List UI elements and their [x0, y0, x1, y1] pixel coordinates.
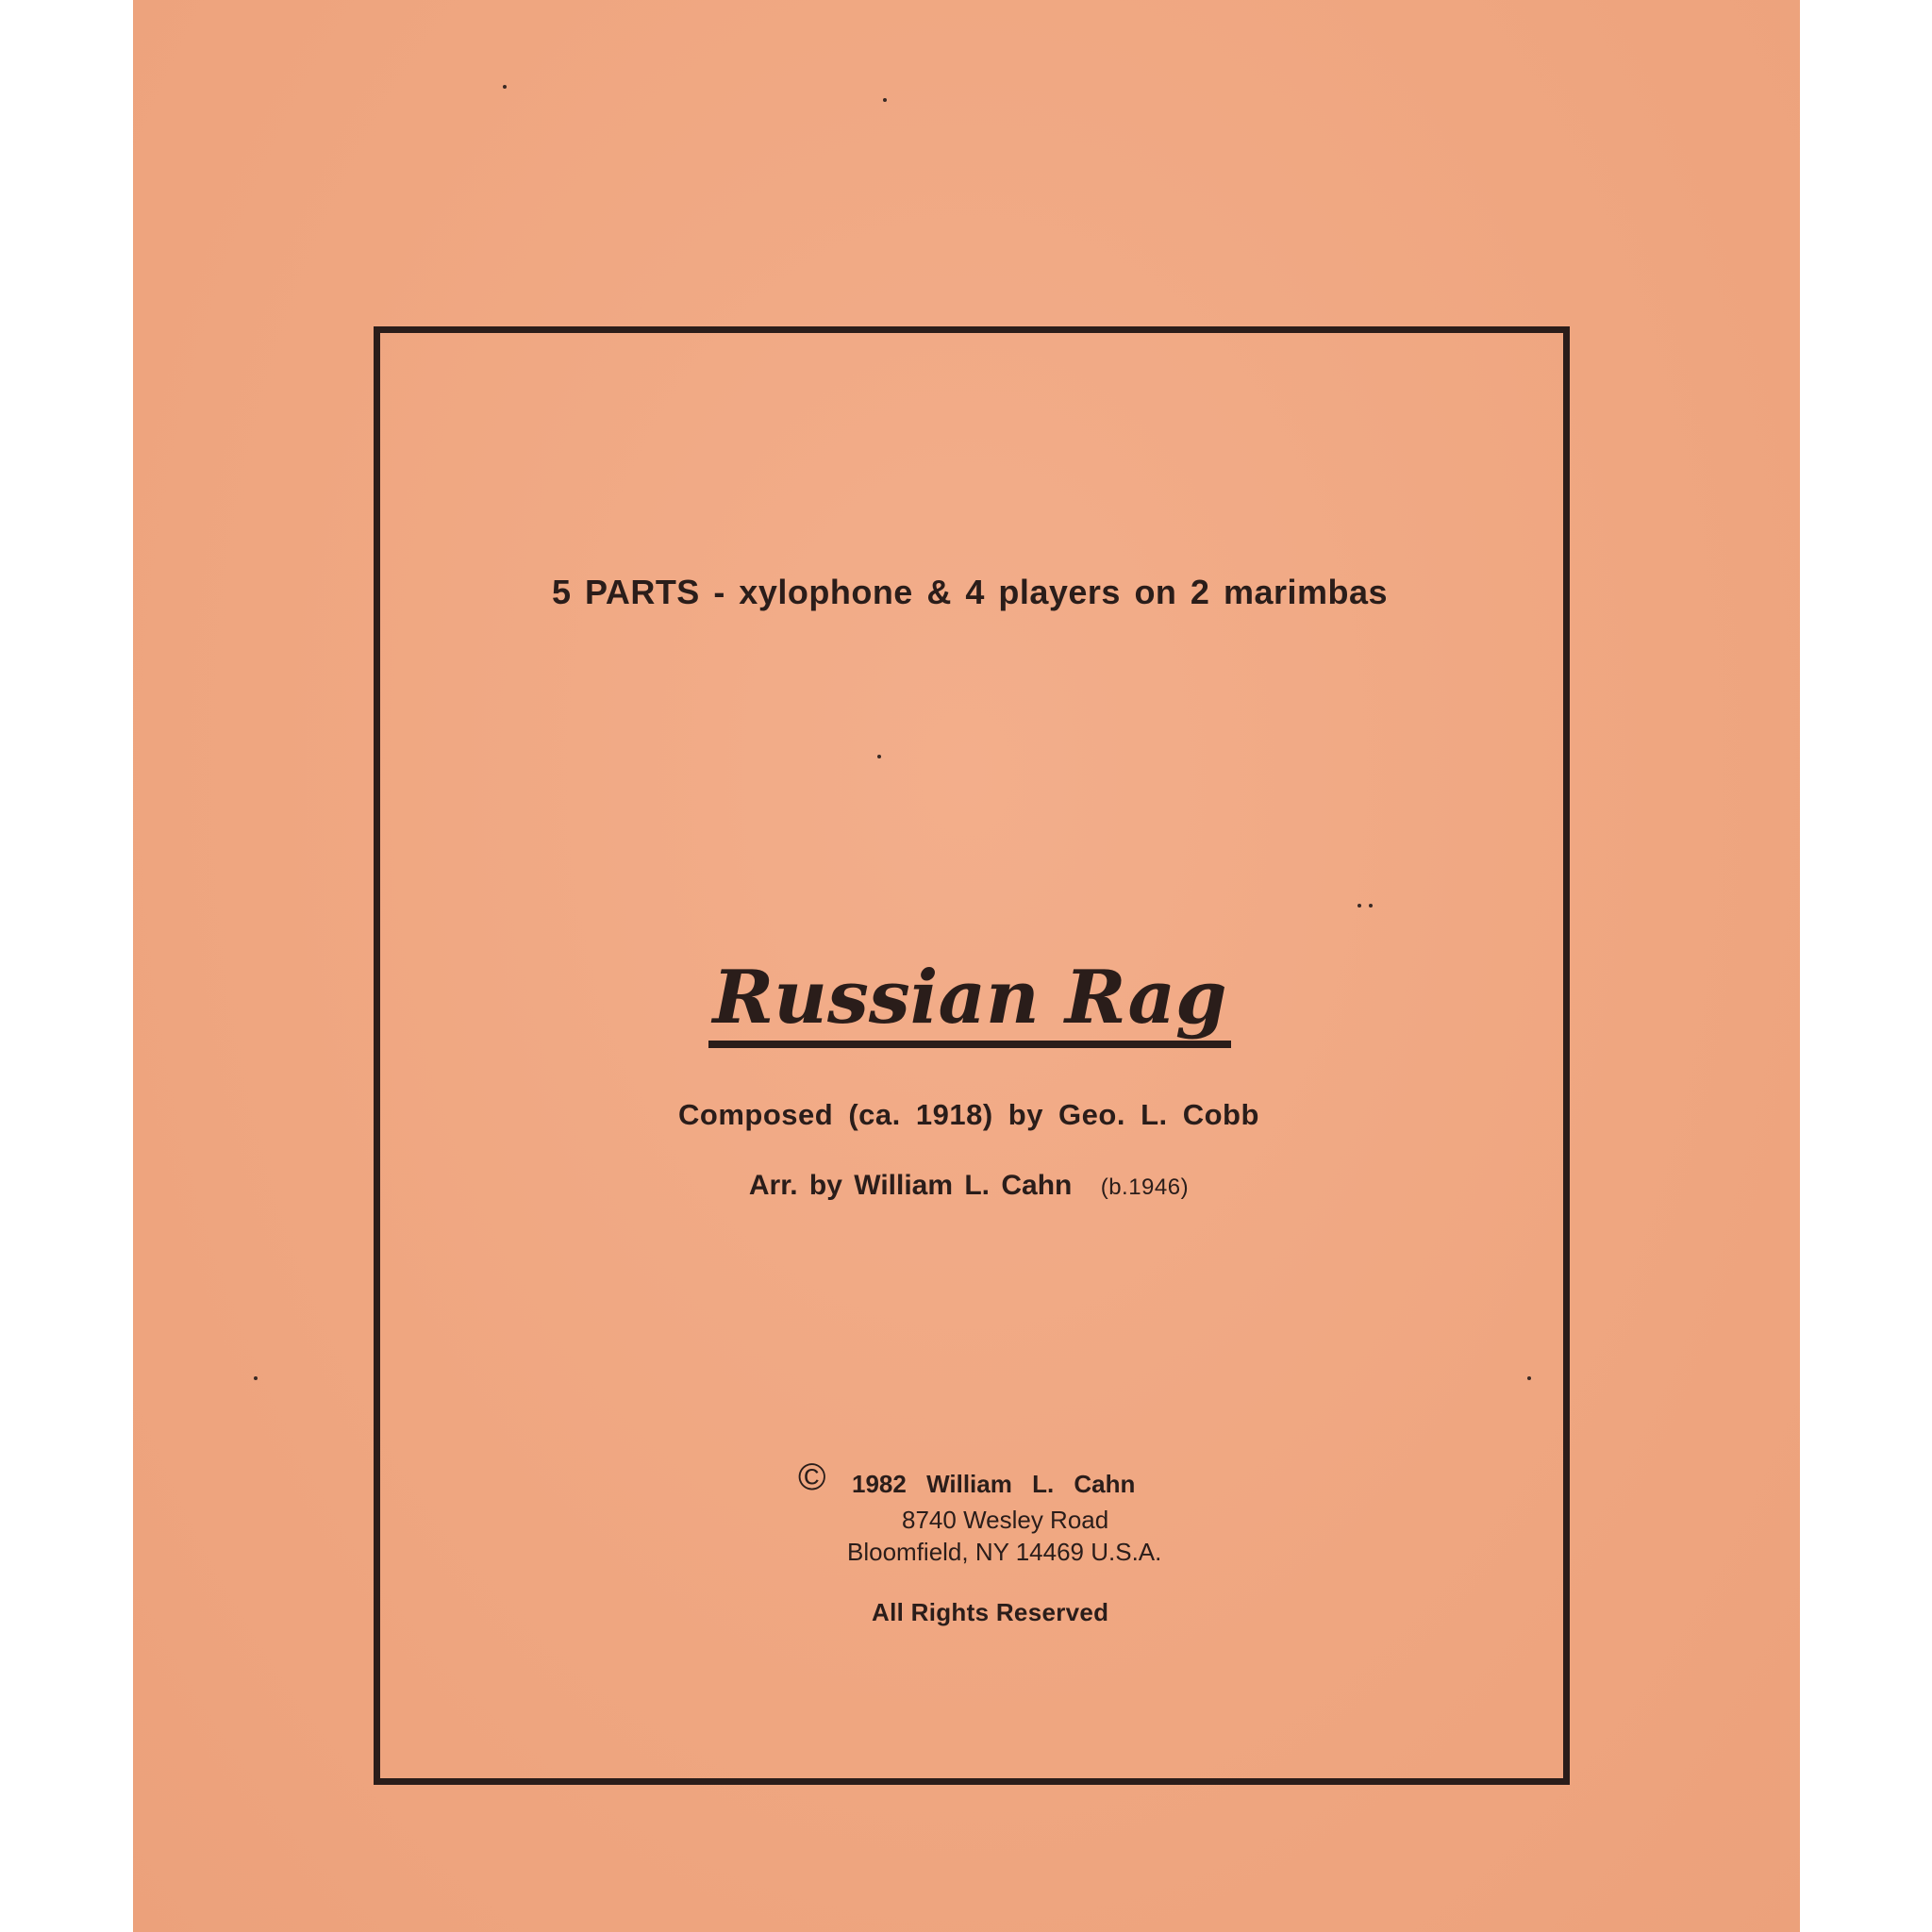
title-wrapper	[0, 955, 1932, 1048]
copyright-icon: ©	[798, 1457, 826, 1498]
paper-speck	[883, 98, 887, 102]
arranger-name: Arr. by William L. Cahn	[748, 1170, 1073, 1201]
address-line-2: Bloomfield, NY 14469 U.S.A.	[847, 1538, 1162, 1566]
address-line-1: 8740 Wesley Road	[902, 1506, 1109, 1534]
parts-line: 5 PARTS - xylophone & 4 players on 2 marimbas	[551, 573, 1389, 611]
rights-notice: All Rights Reserved	[872, 1598, 1109, 1626]
paper-speck	[254, 1376, 258, 1380]
arranger-birth-year: (b.1946)	[1100, 1174, 1190, 1200]
arranger-line	[0, 1170, 1932, 1202]
copyright-line: 1982 William L. Cahn	[852, 1470, 1136, 1498]
page-title: Russian Rag	[708, 959, 1230, 1048]
composer-line: Composed (ca. 1918) by Geo. L. Cobb	[678, 1098, 1259, 1131]
paper-speck	[503, 85, 507, 89]
